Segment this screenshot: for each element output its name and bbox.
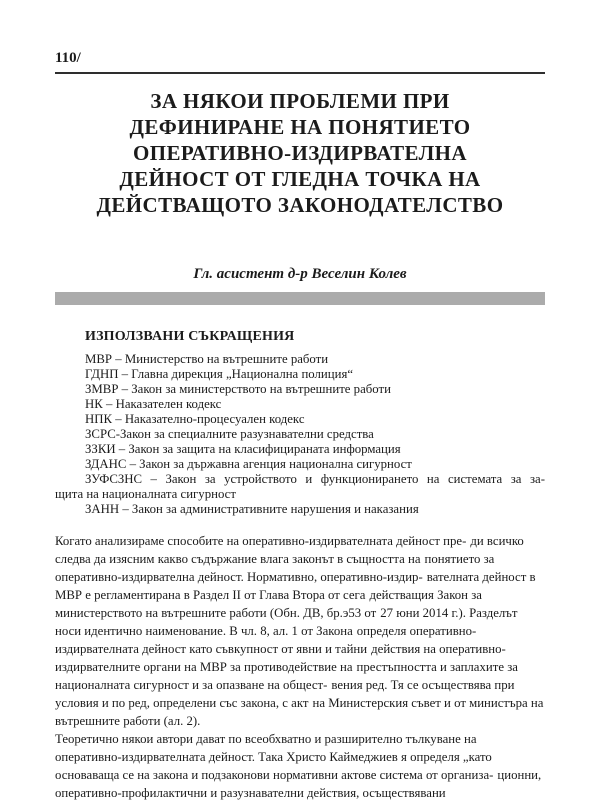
article-title-line: ОПЕРАТИВНО-ИЗДИРВАТЕЛНА (133, 141, 467, 165)
body-text-line: ционни, оперативно-профилактични и разузнавателни действия, осъществявани (55, 768, 542, 800)
abbreviation-line: МВР – Министерство на вътрешните работи (85, 352, 329, 366)
abbreviations-list (55, 352, 545, 517)
article-title-line: ДЕФИНИРАНЕ НА ПОНЯТИЕТО (129, 115, 471, 139)
abbreviations-section (55, 329, 545, 517)
body-text-line: действия на оперативно-издирвателните органи на МВР за противодействие на (55, 642, 506, 674)
body-text-line: престъпността и заплахите за националната сигурност и за опазване на общест- (55, 660, 518, 692)
abbreviation-line: ГДНП – Главна дирекция „Национална полиция“ (85, 367, 354, 381)
article-title-line: ДЕЙНОСТ ОТ ГЛЕДНА ТОЧКА НА (119, 167, 481, 191)
page-header (55, 50, 545, 74)
body-paragraph (55, 730, 545, 800)
body-text-line: на Министерския съвет и от министъра на вътрешните работи (ал. 2). (55, 696, 544, 728)
body-text-line: основаваща се на закона и подзаконови нормативни актове система от организа- (55, 768, 494, 782)
body-paragraph (55, 532, 545, 730)
abbreviation-line: ЗДАНС – Закон за държавна агенция национална сигурност (85, 457, 412, 471)
article-title (55, 88, 545, 218)
abbreviations-heading: ИЗПОЛЗВАНИ СЪКРАЩЕНИЯ (85, 329, 295, 344)
article-title-line: ЗА НЯКОИ ПРОБЛЕМИ ПРИ (150, 89, 450, 113)
body-text-line: ди всичко следва да изясним какво съдържание влага законът в същността на (55, 534, 524, 566)
body-text-line: понятието за оперативно-издирвателна дейност. Нормативно, оперативно-издир- (55, 552, 495, 584)
body-text-line: вателната дейност в МВР е регламентирана в Раздел II от Глава Втора от сега (55, 570, 536, 602)
abbreviation-line: ЗСРС-Закон за специалните разузнавателни средства (85, 427, 374, 441)
article-body (55, 532, 545, 800)
body-text-line: вения ред. Тя се осъществява при условия и по ред, определени със закона, с акт (55, 678, 515, 710)
abbreviation-line-continuation: щита на националната сигурност (55, 487, 236, 501)
page-number: 110/ (55, 50, 81, 66)
abbreviation-line: ЗАНН – Закон за административните нарушения и наказания (85, 502, 419, 516)
article-title-line: ДЕЙСТВАЩОТО ЗАКОНОДАТЕЛСТВО (96, 193, 504, 217)
abbreviation-line: ЗУФСЗНС – Закон за устройството и функционирането на системата за за- (85, 472, 545, 486)
body-text-line: действащия Закон за министерството на вътрешните работи (Обн. ДВ, бр.э53 от (55, 588, 482, 620)
abbreviation-line: НК – Наказателен кодекс (85, 397, 222, 411)
header-rule (55, 72, 545, 74)
abbreviation-line: ЗМВР – Закон за министерството на вътрешните работи (85, 382, 391, 396)
divider-bar (55, 292, 545, 305)
body-text-line: 27 юни 2014 г.). Разделът носи идентично наименование. В чл. 8, ал. 1 от Закона (55, 606, 518, 638)
body-text-line: Когато анализираме способите на оперативно-издирвателната дейност пре- (55, 534, 467, 548)
abbreviation-line: НПК – Наказателно-процесуален кодекс (85, 412, 305, 426)
author-line: Гл. асистент д-р Веселин Колев (193, 266, 407, 282)
body-text-line: оперативно-издирвателната дейност. Така Христо Каймеджиев я определя „като (55, 750, 492, 764)
body-text-line: определя оперативно-издирвателната дейност като съвкупност от явни и тайни (55, 624, 477, 656)
abbreviation-line: ЗЗКИ – Закон за защита на класифицираната информация (85, 442, 401, 456)
body-text-line: Теоретично някои автори дават по всеобхватно и разширително тълкуване на (55, 732, 477, 746)
